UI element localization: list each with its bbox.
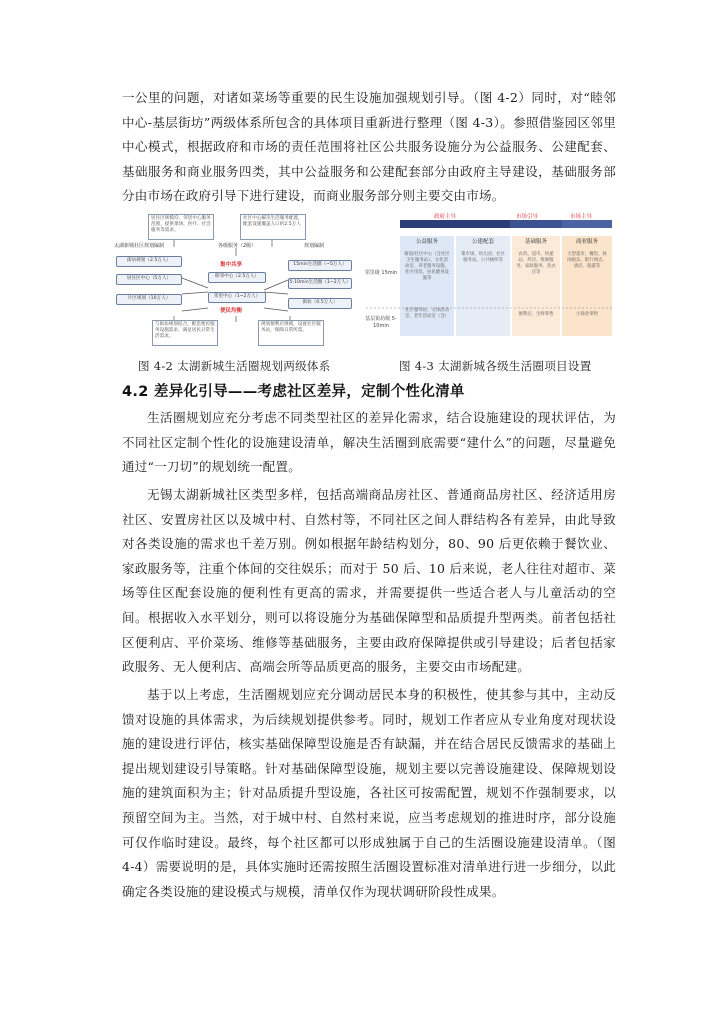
fig42-right-item-1: 15min生活圈（~5万人）	[288, 260, 352, 271]
figure-4-3-caption: 图 4-3 太湖新城各级生活圈项目设置	[399, 359, 592, 373]
fig43-cell-1-bottom: 社区服务站、文体活动室、老年活动室（含）	[405, 308, 449, 319]
fig42-red-label-top: 集中共享	[220, 262, 243, 268]
fig42-right-item-3: 街坊（0.5万人）	[288, 298, 352, 309]
section-heading: 4.2 差异化引导——考虑社区差异，定制个性化清单	[122, 384, 465, 400]
fig43-head-market-guided: 市场引导	[516, 214, 539, 220]
body-paragraph-1: 生活圈规划应充分考虑不同类型社区的差异化需求，结合设施建设的现状评估，为不同社区定制个性化的设施建设清单，解决生活圈到底需要“建什么”的问题，尽量避免通过“一刀切”的规划统一配置。	[122, 410, 616, 475]
fig42-top-note-right: 社区中心解决生活服务配置，配套设施覆盖人口约2.5万人	[240, 214, 306, 240]
figure-4-2-caption: 图 4-2 太湖新城生活圈规划两级体系	[138, 359, 331, 373]
fig42-top-note-left: 居住区规模均，邻里中心服务范围，提供菜场、医疗、社会服务等需求。	[148, 214, 214, 240]
fig43-head-government: 政府主导	[434, 214, 457, 220]
body-paragraph-3: 基于以上考虑，生活圈规划应充分调动居民本身的积极性，使其参与其中，主动反馈对设施的具体需求，为后续规划提供参考。同时，规划工作者应从专业角度对现状设施的建设进行评估，核实基础保障型设施是否有缺漏，并在结合居民反馈需求的基础上提出规划建设引导策略。针对基础保障型设施，规划主要以完善设施建设、保障规划设施的建筑面积为主；针对品质提升型设施，各社区可按需配置，规划不作强制要求，以预留空间为主。当然，对于城中村、自然村来说，应当考虑规划的推进时序，部分设施可仅作临时建设。最终，每个社区都可以形成独属于自己的生活圈设施建设清单。（图 4-4）需要说明的是，具体实施时还需按照生活圈设置标准对清单进行进一步细分，以此确定各类设施的建设模式与规模，清单仅作为现状调研阶段性成果。	[122, 687, 616, 899]
fig43-row-label-2: 基层街坊级 5-10min	[365, 316, 397, 329]
fig42-center-box-2: 邻里中心（1~2万人）	[208, 292, 266, 303]
fig42-left-item-1: 街坊规划（2.5万人）	[116, 256, 182, 267]
fig42-left-title: 太湖新城社区规划编制	[114, 243, 165, 249]
fig43-cell-4-bottom: 小商业零售	[576, 312, 598, 317]
fig43-col-commercial	[562, 236, 612, 336]
fig43-bar-government	[400, 220, 510, 228]
fig43-col-header-3: 基础服务	[524, 239, 547, 245]
fig43-col-header-1: 公益服务	[415, 239, 438, 245]
fig43-bar-market-guided	[510, 220, 562, 228]
fig42-right-title: 规划编制	[304, 243, 325, 249]
fig42-left-item-3: 片区规划（10万人）	[116, 294, 182, 305]
fig43-bar-market-led	[562, 220, 612, 228]
fig43-cell-4-top: 大型超市、餐饮、休闲娱乐、银行网点、酒店、旅游等	[567, 252, 607, 269]
intro-paragraph: 一公里的问题，对诸如菜场等重要的民生设施加强规划引导。（图 4-2）同时，对“睦邻中心-基层街坊”两级体系所包含的具体项目重新进行整理（图 4-3）。参照借鉴园区邻里中心模式，根据政府和市场的责任范围将社区公共服务设施分为公益服务、公建配套、基础服务和商业服务四类，其中公益服务和公建配套部分由政府主导建设，基础服务部分由市场在政府引导下进行建设，而商业服务部分则主要交由市场。	[122, 90, 616, 204]
fig42-left-item-2: 居住区中心（5万人）	[116, 274, 182, 285]
figure-4-3-table	[364, 212, 614, 348]
fig43-row-label-1: 邻里级 15min	[364, 270, 398, 276]
fig42-bottom-note-left: 与街坊规划结合，配套便民服务设施需求，满足居民日常生活需求。	[152, 320, 218, 346]
fig42-center-label: 各级服务（2级）	[218, 243, 257, 249]
fig43-cell-3-top: 农贸、超市、快递站、药店、维修服务、家政服务、洗衣店等	[516, 252, 556, 275]
fig43-cell-1-top: 街道/社区中心（含社区卫生服务站）、文化活动室、养老服务设施、社区用房、居民健身设施等	[404, 252, 450, 281]
fig43-cell-2-top: 菜市场、幼儿园、社区服务站、公共厕所等	[461, 252, 505, 263]
fig43-col-public-welfare	[400, 236, 454, 336]
fig43-head-market-led: 市场主导	[570, 214, 593, 220]
fig42-bottom-note-right: 规划便利店规模，设置社区服务站，保障日常所需。	[258, 320, 324, 346]
fig43-cell-3-bottom: 便利店、生鲜零售	[518, 312, 554, 317]
fig43-col-header-4: 商业服务	[575, 239, 598, 245]
fig43-col-public-facility	[456, 236, 510, 336]
body-paragraph-2: 无锡太湖新城社区类型多样，包括高端商品房社区、普通商品房社区、经济适用房社区、安置房社区以及城中村、自然村等，不同社区之间人群结构各有差异，由此导致对各类设施的需求也千差万别。例如根据年龄结构划分，80、90 后更依赖于餐饮业、家政服务等，注重个体间的交往娱乐；而对于 50 后、10 后来说，老人往往对超市、菜场等住区配套设施的便利性有更高的需求，并需要提供一些适合老人与儿童活动的空间。根据收入水平划分，则可以将设施分为基础保障型和品质提升型两类。前者包括社区便利店、平价菜场、维修等基础服务，主要由政府保障提供或引导建设；后者包括家政服务、无人便利店、高端会所等品质更高的服务，主要交由市场配建。	[122, 487, 616, 675]
fig43-col-header-2: 公建配套	[471, 239, 494, 245]
figure-4-2-diagram	[112, 212, 355, 348]
fig43-col-basic-service	[512, 236, 560, 336]
fig42-right-item-2: 5-10min生活圈（1~2万人）	[288, 278, 352, 289]
fig42-red-label-bottom: 便民均衡	[220, 308, 243, 314]
fig42-center-box-1: 睦邻中心（2.5万人）	[208, 272, 266, 283]
